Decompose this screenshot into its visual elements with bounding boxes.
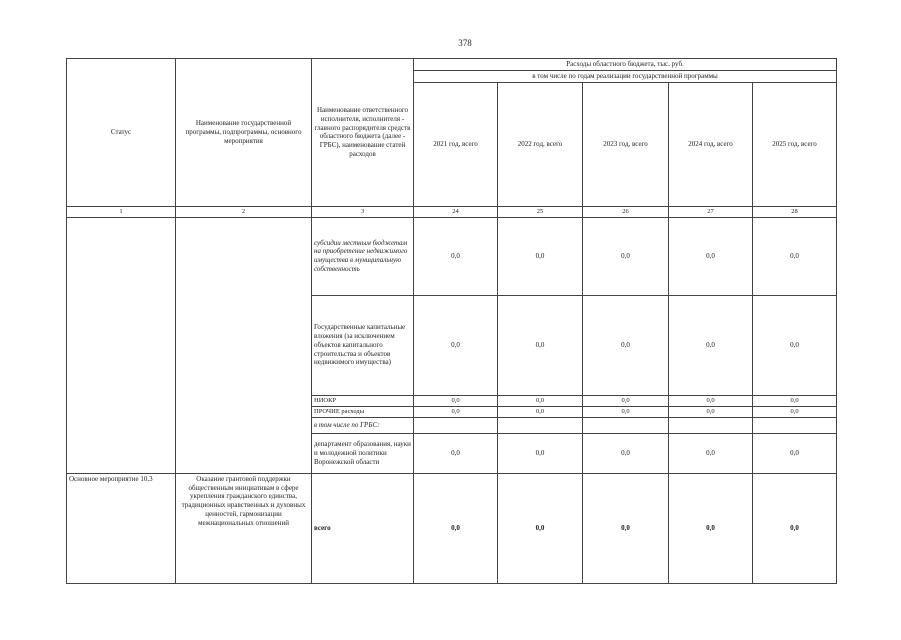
column-number: 28	[753, 206, 837, 217]
column-number: 2	[176, 206, 312, 217]
row-value: 0,0	[498, 433, 583, 473]
row-label: Государственные капитальные вложения (за исключением объектов капитального строительства и объектов недвижимого имущества)	[312, 295, 414, 395]
row-value: 0,0	[669, 395, 753, 406]
header-year-2022: 2022 год, всего	[498, 82, 583, 206]
program-name-cell-empty	[176, 217, 312, 473]
header-executor: Наименование ответственного исполнителя, исполнителя - главного распорядителя средств областного бюджета (далее - ГРБС), наименование статей расходов	[312, 59, 414, 207]
row-value: 0,0	[583, 406, 669, 417]
row-value: 0,0	[583, 433, 669, 473]
row-label: НИОКР	[312, 395, 414, 406]
row-value	[414, 417, 498, 433]
row-value: 0,0	[753, 295, 837, 395]
activity-value: 0,0	[669, 473, 753, 583]
activity-value: 0,0	[753, 473, 837, 583]
column-number: 1	[67, 206, 176, 217]
row-label: ПРОЧИЕ расходы	[312, 406, 414, 417]
column-number: 25	[498, 206, 583, 217]
row-value: 0,0	[498, 295, 583, 395]
header-year-2025: 2025 год, всего	[753, 82, 837, 206]
row-value: 0,0	[753, 433, 837, 473]
row-value	[669, 417, 753, 433]
header-year-2023: 2023 год, всего	[583, 82, 669, 206]
header-status: Статус	[67, 59, 176, 207]
column-number: 24	[414, 206, 498, 217]
column-number: 27	[669, 206, 753, 217]
row-label: департамент образования, науки и молодежной политики Воронежской области	[312, 433, 414, 473]
row-value: 0,0	[498, 406, 583, 417]
activity-value: 0,0	[498, 473, 583, 583]
header-by-years: в том числе по годам реализации государственной программы	[414, 70, 837, 82]
activity-status: Основное мероприятие 10.3	[67, 473, 176, 583]
row-value: 0,0	[414, 433, 498, 473]
row-value	[498, 417, 583, 433]
row-value: 0,0	[583, 295, 669, 395]
row-value: 0,0	[669, 295, 753, 395]
row-value	[583, 417, 669, 433]
column-number: 3	[312, 206, 414, 217]
budget-table	[66, 58, 837, 584]
row-value: 0,0	[414, 406, 498, 417]
status-cell-empty	[67, 217, 176, 473]
row-value: 0,0	[669, 433, 753, 473]
column-number: 26	[583, 206, 669, 217]
header-year-2024: 2024 год, всего	[669, 82, 753, 206]
table-row	[67, 217, 837, 295]
page-number: 378	[458, 38, 472, 48]
row-value: 0,0	[498, 395, 583, 406]
activity-value: 0,0	[414, 473, 498, 583]
activity-row	[67, 473, 837, 583]
row-value: 0,0	[414, 395, 498, 406]
header-budget-group: Расходы областного бюджета, тыс. руб.	[414, 59, 837, 71]
activity-value: 0,0	[583, 473, 669, 583]
row-value: 0,0	[583, 217, 669, 295]
row-value: 0,0	[669, 406, 753, 417]
row-value: 0,0	[753, 217, 837, 295]
row-value	[753, 417, 837, 433]
column-numbers-row	[67, 206, 837, 217]
row-value: 0,0	[583, 395, 669, 406]
row-value: 0,0	[669, 217, 753, 295]
row-value: 0,0	[753, 395, 837, 406]
header-year-2021: 2021 год, всего	[414, 82, 498, 206]
row-label: в том числе по ГРБС:	[312, 417, 414, 433]
activity-label: всего	[312, 473, 414, 583]
activity-name: Оказание грантовой поддержки общественным инициативам в сфере укрепления гражданского единства, традиционных нравственных и духовных ценностей, гармонизации межнациональных отношений	[176, 473, 312, 583]
row-label: субсидии местным бюджетам на приобретение недвижимого имущества в муниципальную собственность	[312, 217, 414, 295]
row-value: 0,0	[498, 217, 583, 295]
row-value: 0,0	[753, 406, 837, 417]
header-row-1	[67, 59, 837, 71]
header-program-name: Наименование государственной программы, подпрограммы, основного мероприятия	[176, 59, 312, 207]
row-value: 0,0	[414, 295, 498, 395]
row-value: 0,0	[414, 217, 498, 295]
